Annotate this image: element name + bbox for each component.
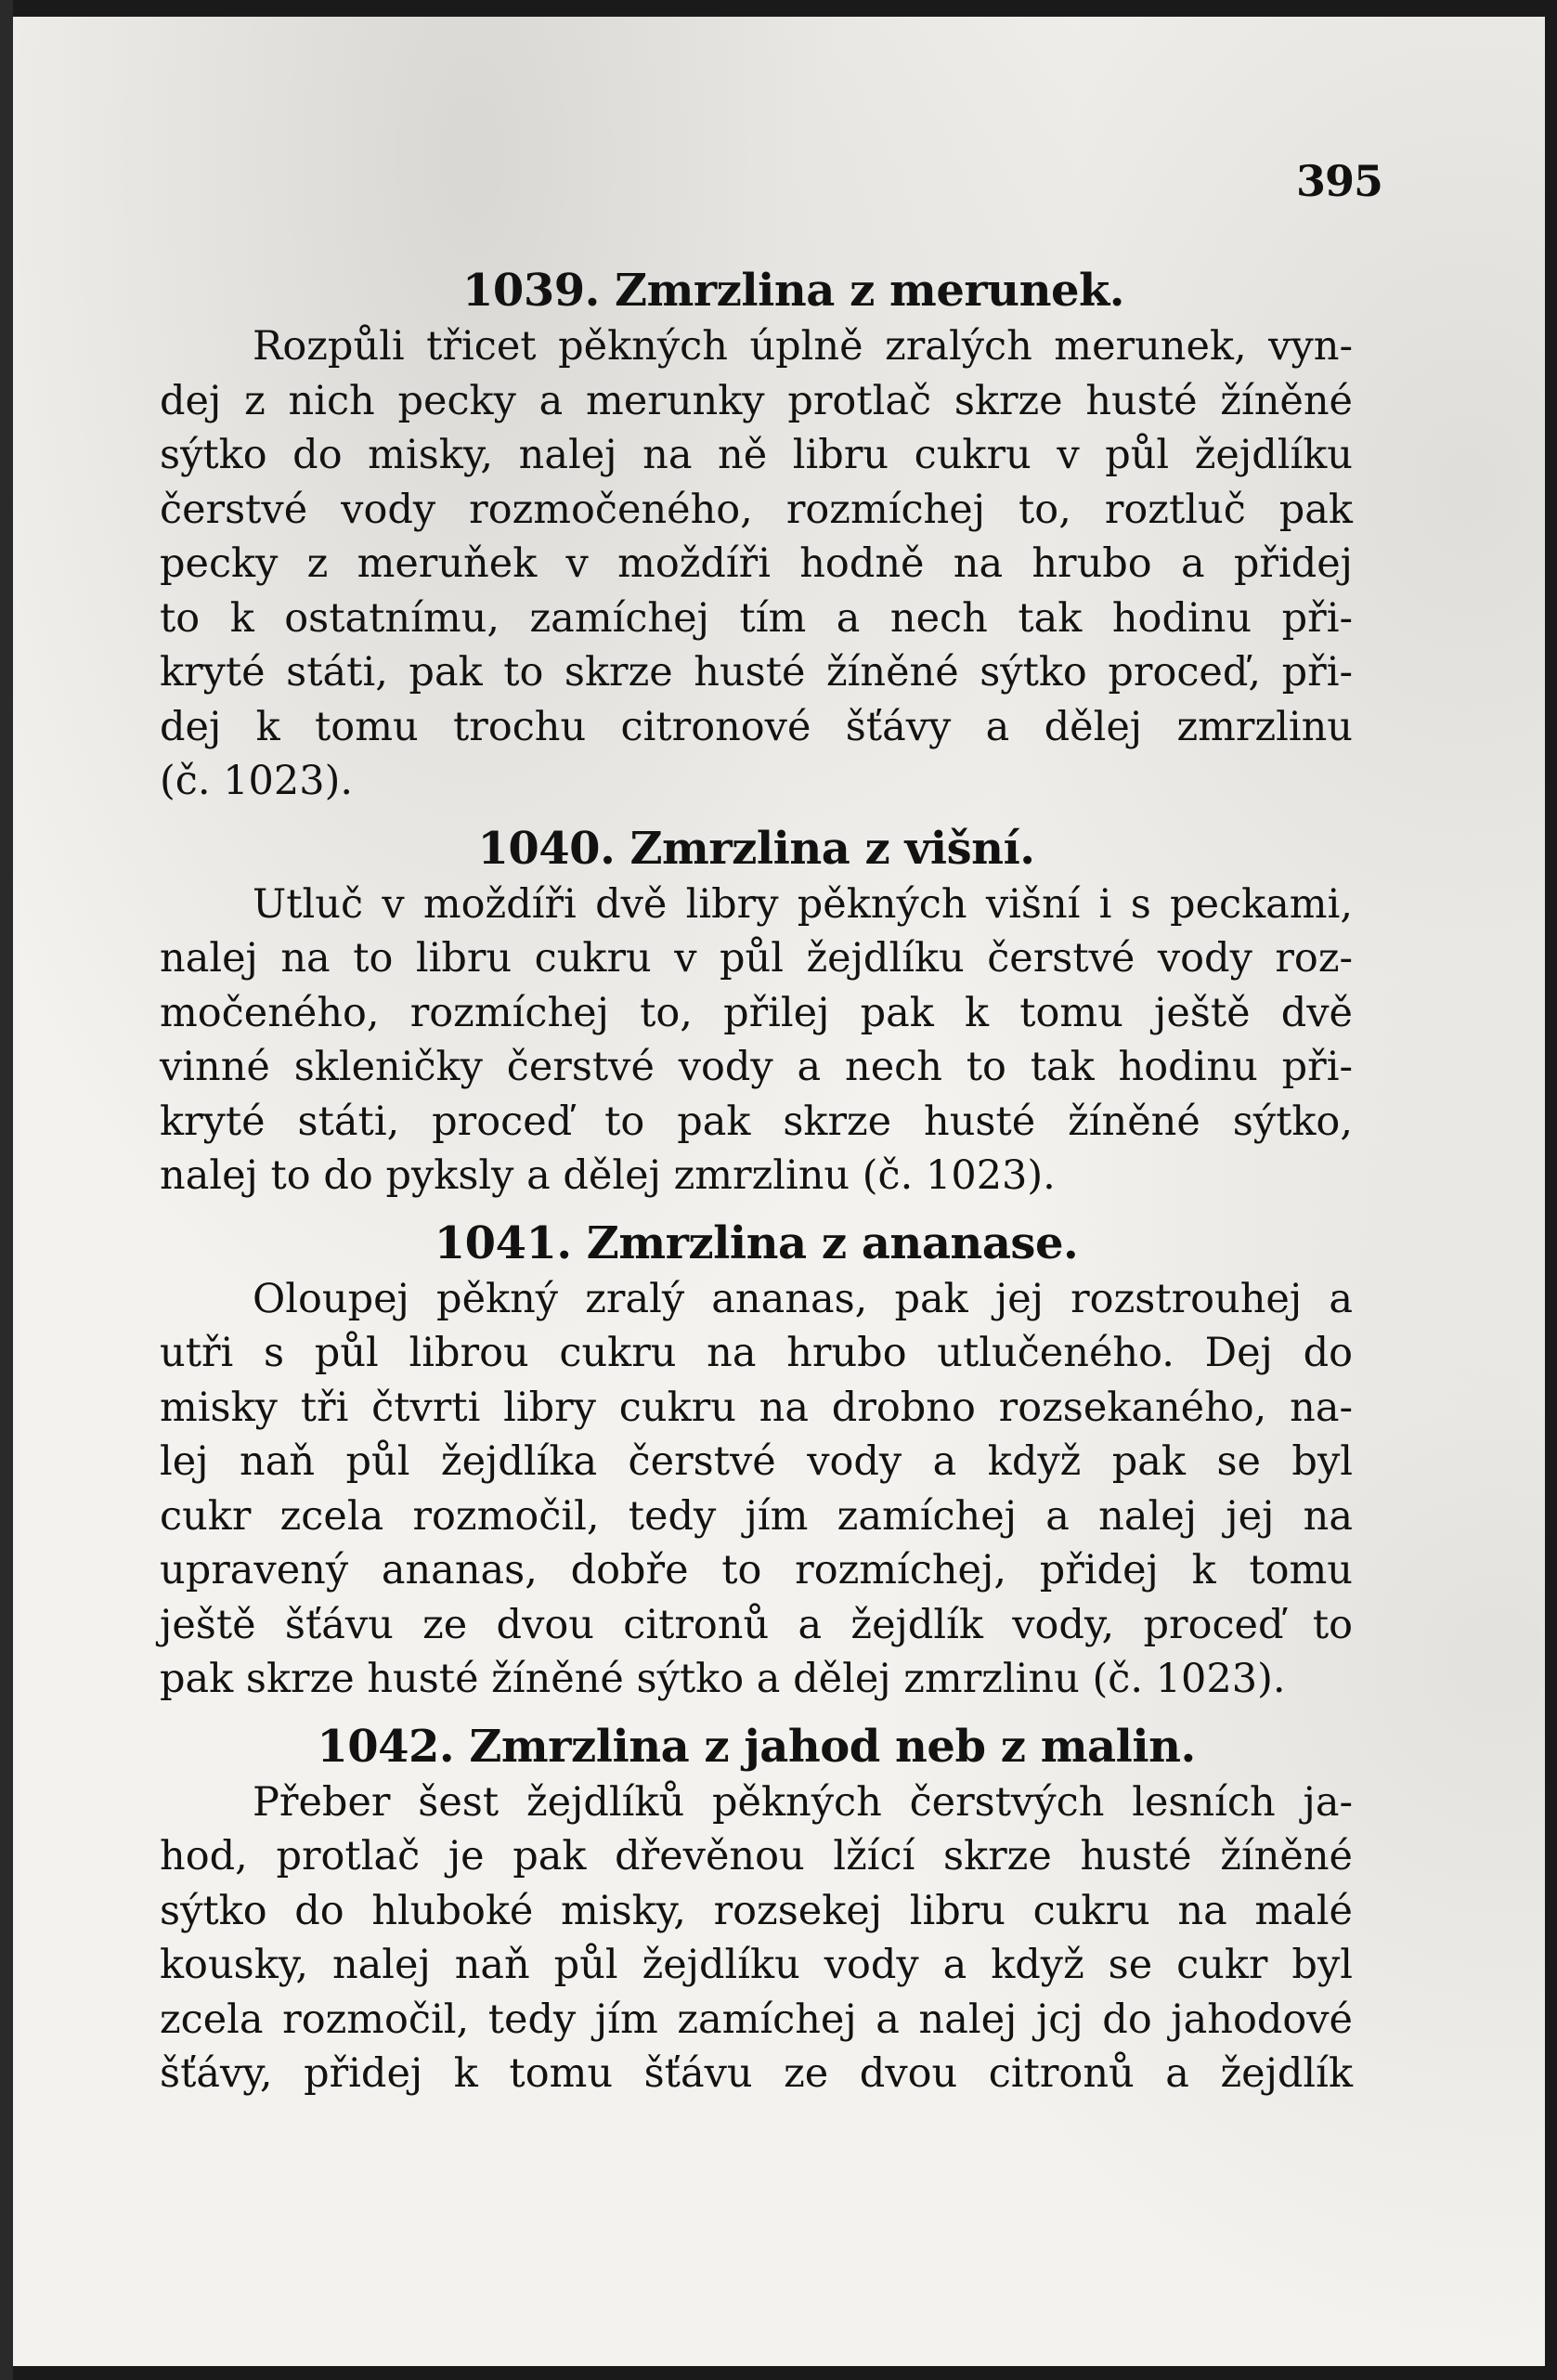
recipe-1042 [160, 1718, 1353, 2101]
text-line: čerstvé vody rozmočeného, rozmíchej to, roztluč pak [160, 486, 1353, 533]
page-binding-edge [0, 0, 13, 2380]
text-line: dej k tomu trochu citronové šťávy a dělej zmrzlinu [160, 703, 1353, 750]
text-line: to k ostatnímu, zamíchej tím a nech tak hodinu při- [160, 594, 1353, 642]
text-line: Oloupej pěkný zralý ananas, pak jej rozstrouhej a [253, 1275, 1353, 1322]
text-line: zcela rozmočil, tedy jím zamíchej a nalej jcj do jahodové [160, 1996, 1353, 2043]
text-line: Přeber šest žejdlíků pěkných čerstvých lesních ja- [253, 1778, 1353, 1826]
text-line: močeného, rozmíchej to, přilej pak k tomu ještě dvě [160, 989, 1353, 1036]
text-line: kousky, nalej naň půl žejdlíku vody a když se cukr byl [160, 1942, 1353, 1988]
text-line: šťávy, přidej k tomu šťávu ze dvou citronů a žejdlík [160, 2050, 1353, 2097]
recipe-heading: 1039. Zmrzlina z merunek. [462, 265, 1124, 317]
text-line: cukr zcela rozmočil, tedy jím zamíchej a nalej jej na [160, 1492, 1353, 1540]
recipe-1041 [160, 1215, 1353, 1707]
text-line: upravený ananas, dobře to rozmíchej, přidej k tomu [160, 1547, 1353, 1593]
recipe-1039 [160, 262, 1353, 809]
recipe-1040 [160, 820, 1353, 1203]
text-line: misky tři čtvrti libry cukru na drobno rozsekaného, na- [160, 1384, 1353, 1431]
text-line: ještě šťávu ze dvou citronů a žejdlík vody, proceď to [160, 1601, 1353, 1648]
text-line: kryté státi, pak to skrze husté žíněné sýtko proceď, při- [160, 649, 1353, 696]
recipe-heading: 1042. Zmrzlina z jahod neb z malin. [317, 1720, 1196, 1773]
text-line: nalej na to libru cukru v půl žejdlíku čerstvé vody roz- [160, 935, 1353, 982]
text-line: utři s půl librou cukru na hrubo utlučeného. Dej do [160, 1330, 1353, 1376]
page-text [160, 262, 1353, 2113]
text-line: (č. 1023). [160, 758, 354, 804]
text-line: hod, protlač je pak dřevěnou lžící skrze husté žíněné [160, 1833, 1353, 1879]
recipe-heading: 1041. Zmrzlina z ananase. [434, 1216, 1079, 1269]
text-line: kryté státi, proceď to pak skrze husté žíněné sýtko, [160, 1098, 1353, 1145]
text-line: sýtko do hluboké misky, rozsekej libru cukru na malé [160, 1887, 1353, 1934]
page-number: 395 [1295, 156, 1382, 206]
text-line: nalej to do pyksly a dělej zmrzlinu (č. 1023). [160, 1152, 1056, 1199]
recipe-heading: 1040. Zmrzlina z višní. [477, 822, 1035, 875]
text-line: dej z nich pecky a merunky protlač skrze husté žíněné [160, 377, 1353, 424]
text-line: pak skrze husté žíněné sýtko a dělej zmrzlinu (č. 1023). [160, 1656, 1286, 1702]
text-line: lej naň půl žejdlíka čerstvé vody a když pak se byl [160, 1438, 1353, 1485]
text-line: sýtko do misky, nalej na ně libru cukru v půl žejdlíku [160, 432, 1353, 478]
text-line: vinné skleničky čerstvé vody a nech to tak hodinu při- [160, 1044, 1353, 1090]
text-line: pecky z meruňek v moždíři hodně na hrubo a přidej [160, 540, 1353, 587]
text-line: Utluč v moždíři dvě libry pěkných višní i s peckami, [253, 880, 1353, 928]
text-line: Rozpůli třicet pěkných úplně zralých merunek, vyn- [253, 323, 1353, 370]
